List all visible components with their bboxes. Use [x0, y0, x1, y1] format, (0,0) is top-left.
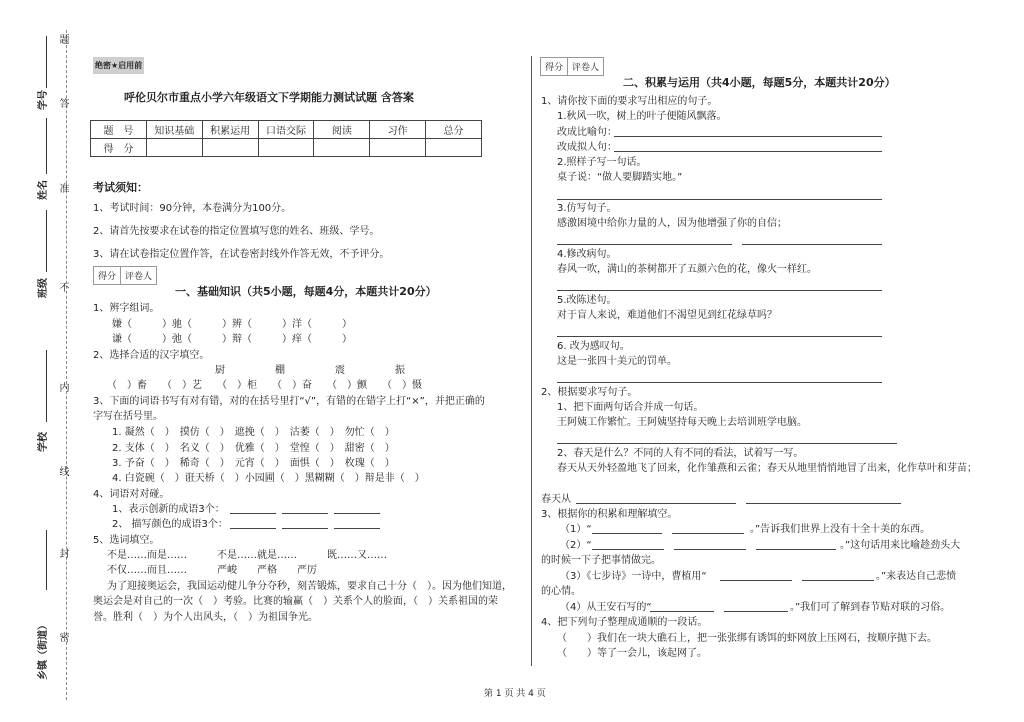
s2-q1-text: 6. 改为感叹句。 [557, 341, 630, 352]
answer-blank[interactable] [230, 502, 276, 514]
q4-title: 4、词语对对碰。 [93, 489, 170, 500]
s2-q3-text: （3）《七步诗》一诗中，曹植用“ [560, 571, 707, 582]
q1-line: 嫌（ ）驰（ ）辨（ ）洋（ ） [112, 319, 352, 330]
class-label: 班级 [38, 278, 49, 298]
score-table-cell: 题 号 [91, 121, 147, 139]
answer-blank[interactable] [802, 569, 874, 581]
seal-char: 答 [57, 98, 68, 108]
class-line [46, 210, 47, 272]
score-table-cell: 总分 [426, 121, 482, 139]
answer-blank[interactable] [672, 522, 744, 534]
answer-blank[interactable] [557, 279, 882, 291]
q2-line: （ ）畜 （ ）艺 （ ）柜 （ ）奋 （ ）颤 （ ）慑 [107, 380, 422, 391]
scorebox-grader-label: 评卷人 [568, 58, 604, 76]
name-line [46, 118, 47, 174]
notice-item: 2、请首先按要求在试卷的指定位置填写您的姓名、班级、学号。 [93, 226, 380, 237]
q3-line: 3. 予奋（ ） 稀奇（ ） 元宵（ ） 面惧（ ） 枚瑰（ ） [112, 458, 395, 469]
s2-q3-text: 的心情。 [541, 586, 581, 597]
seal-char: 线 [57, 466, 68, 476]
student-id-line [46, 36, 47, 88]
q5-words: 不是……而是…… 不是……就是…… 既……又…… [107, 550, 387, 561]
q3-line: 1. 凝然（ ） 摸仿（ ） 遮挽（ ） 沽萎（ ） 勿忙（ ） [112, 427, 395, 438]
seal-char: 封 [57, 548, 68, 558]
score-input-cell[interactable] [202, 139, 258, 157]
seal-char: 密 [57, 632, 68, 642]
seal-line [66, 30, 67, 700]
scorebox-1 [93, 266, 157, 285]
s2-q2-text: 1、把下面两句话合并成一句话。 [557, 402, 704, 413]
answer-blank[interactable] [756, 538, 836, 550]
s2-q1-text: 桌子说：“做人要脚踏实地。” [557, 172, 683, 183]
notice-item: 1、考试时间：90分钟，本卷满分为100分。 [93, 203, 292, 214]
s2-q3-text: 的时候一下子把事情做完。 [541, 555, 661, 566]
s2-q1-text: 2.照样子写一句话。 [557, 157, 647, 168]
s2-q1-text: 改成比喻句： [557, 127, 617, 138]
section1-title: 一、基础知识（共5小题，每题4分，本题共计20分） [175, 285, 437, 298]
name-label: 姓名 [38, 180, 49, 200]
score-table-cell: 习作 [370, 121, 426, 139]
score-table-cell: 积累运用 [202, 121, 258, 139]
s2-q1-text: 5.改陈述句。 [557, 295, 617, 306]
s2-q2-title: 2、根据要求写句子。 [541, 387, 638, 398]
s2-q1-text: 4.修改病句。 [557, 249, 617, 260]
q5-words: 不仅……而且…… 严峻 严格 严厉 [107, 565, 317, 576]
scorebox-grader-label: 评卷人 [121, 267, 157, 285]
scorebox-2 [540, 57, 604, 76]
q3-line: 4. 白瓷碗（ ）诳天桥（ ）小园圃（ ）黑糊糊（ ）辩是非（ ） [112, 473, 425, 484]
s2-q3-text: 。”告诉我们世界上没有十全十美的东西。 [750, 524, 931, 535]
answer-blank[interactable] [282, 517, 328, 529]
score-table [90, 120, 482, 157]
town-label: 乡镇（街道） [38, 620, 49, 680]
q5-paragraph: 为了迎接奥运会，我国运动健儿争分夺秒，刻苦锻炼，要求自己十分（ ）。因为他们知道， [107, 581, 512, 592]
column-divider [531, 56, 532, 666]
page-number: 第 1 页 共 4 页 [484, 689, 546, 699]
answer-blank[interactable] [674, 538, 746, 550]
answer-blank[interactable] [334, 517, 380, 529]
score-table-cell: 阅读 [314, 121, 370, 139]
score-input-cell[interactable] [258, 139, 314, 157]
school-line [46, 350, 47, 422]
s2-q1-text: 1.秋风一吹，树上的叶子便随风飘落。 [557, 111, 727, 122]
score-table-cell: 知识基础 [146, 121, 202, 139]
answer-blank[interactable] [230, 517, 276, 529]
q1-line: 谦（ ）弛（ ）辩（ ）痒（ ） [112, 334, 352, 345]
answer-blank[interactable] [592, 538, 664, 550]
q2-chars: 厨 棚 震 振 [215, 365, 405, 376]
page-title: 呼伦贝尔市重点小学六年级语文下学期能力测试试题 含答案 [124, 91, 414, 104]
score-table-cell: 口语交际 [258, 121, 314, 139]
answer-blank[interactable] [557, 371, 882, 383]
seal-char: 不 [57, 282, 68, 292]
score-input-cell[interactable] [146, 139, 202, 157]
q5-paragraph: 奥运会是对自己的一次（ ）考验。比赛的输赢（ ）关系个人的脸面，（ ）关系祖国的荣 [93, 596, 498, 607]
answer-blank[interactable] [614, 140, 882, 152]
q3-line: 2. 支体（ ） 名义（ ） 优雅（ ） 堂惶（ ） 甜密（ ） [112, 443, 395, 454]
student-id-label: 学号 [38, 90, 49, 110]
answer-blank[interactable] [282, 502, 328, 514]
answer-blank[interactable] [720, 569, 792, 581]
answer-blank[interactable] [576, 492, 736, 504]
s2-q1-text: 3.仿写句子。 [557, 203, 617, 214]
answer-blank[interactable] [592, 522, 662, 534]
s2-q3-text: （4）从王安石写的“ [560, 602, 652, 613]
s2-q3-text: （2）“ [560, 540, 592, 551]
q5-paragraph: 誉。胜利（ ）为个人出风头，（ ）为祖国争光。 [93, 612, 318, 623]
score-input-cell[interactable] [314, 139, 370, 157]
s2-q4-title: 4、把下列句子整理成通顺的一段话。 [541, 617, 708, 628]
seal-char: 内 [57, 382, 68, 392]
section2-title: 二、积累与运用（共4小题，每题5分，本题共计20分） [623, 76, 896, 89]
score-input-cell[interactable] [426, 139, 482, 157]
s2-q3-text: 。”来表达自己悲愤 [876, 571, 957, 582]
s2-q4-text: （ ）等了一会儿，该起网了。 [557, 648, 707, 659]
q3-title-cont: 字写在括号里。 [93, 411, 163, 422]
s2-q1-text: 这是一张四十美元的罚单。 [557, 356, 677, 367]
answer-blank[interactable] [746, 492, 901, 504]
answer-blank[interactable] [614, 125, 882, 137]
q3-title: 3、下面的词语书写有对有错，对的在括号里打“√”，有错的在错字上打“×”，并把正确的 [93, 396, 485, 407]
scorebox-score-label: 得分 [541, 58, 568, 76]
answer-blank[interactable] [650, 600, 714, 612]
answer-blank[interactable] [334, 502, 380, 514]
s2-q1-title: 1、请你按下面的要求写出相应的句子。 [541, 96, 718, 107]
answer-blank[interactable] [557, 432, 897, 444]
score-table-cell: 得 分 [91, 139, 147, 157]
answer-blank[interactable] [557, 325, 882, 337]
s2-q1-text: 改成拟人句： [557, 142, 617, 153]
q2-title: 2、选择合适的汉字填空。 [93, 350, 210, 361]
s2-q3-text: 。”我们可了解到春节贴对联的习俗。 [790, 602, 951, 613]
s2-q2-text: 春天从 [541, 494, 571, 505]
notice-item: 3、请在试卷指定位置作答，在试卷密封线外作答无效，不予评分。 [93, 249, 390, 260]
answer-blank[interactable] [742, 233, 882, 245]
answer-blank[interactable] [557, 233, 732, 245]
s2-q2-text: 春天从天外轻盈地飞了回来，化作雏燕和云雀；春天从地里悄悄地冒了出来，化作草叶和芽苗； [557, 463, 977, 474]
s2-q2-text: 2、春天是什么？不同的人有不同的看法，试着写一写。 [557, 448, 804, 459]
q1-title: 1、辨字组词。 [93, 303, 160, 314]
notice-title: 考试须知： [93, 181, 148, 194]
s2-q3-text: 。”这句话用来比喻趁劲头大 [840, 540, 961, 551]
s2-q3-text: （1）“ [560, 524, 592, 535]
answer-blank[interactable] [724, 600, 788, 612]
s2-q1-text: 感激困境中给你力量的人，因为他增强了你的自信； [557, 218, 787, 229]
answer-blank[interactable] [557, 188, 882, 200]
s2-q1-text: 春风一吹，满山的茶树都开了五颜六色的花，像火一样红。 [557, 264, 817, 275]
s2-q2-text: 王阿姨工作繁忙。王阿姨坚持每天晚上去培训班学电脑。 [557, 417, 807, 428]
school-label: 学校 [38, 432, 49, 452]
q4-line: 1、表示创新的成语3个： [112, 504, 225, 515]
score-input-cell[interactable] [370, 139, 426, 157]
q5-title: 5、选词填空。 [93, 535, 160, 546]
town-line [46, 530, 47, 590]
secret-badge: 绝密★启用前 [93, 57, 144, 74]
seal-char: 题 [57, 34, 68, 44]
seal-char: 准 [57, 183, 68, 193]
s2-q3-title: 3、根据你的积累和理解填空。 [541, 509, 678, 520]
scorebox-score-label: 得分 [94, 267, 121, 285]
q4-line: 2、 描写颜色的成语3个： [112, 519, 228, 530]
s2-q4-text: （ ）我们在一块大礁石上，把一张张绑有诱饵的虾网放上压网石，按顺序抛下去。 [557, 633, 937, 644]
s2-q1-text: 对于盲人来说，难道他们不渴望见到红花绿草吗？ [557, 310, 777, 321]
